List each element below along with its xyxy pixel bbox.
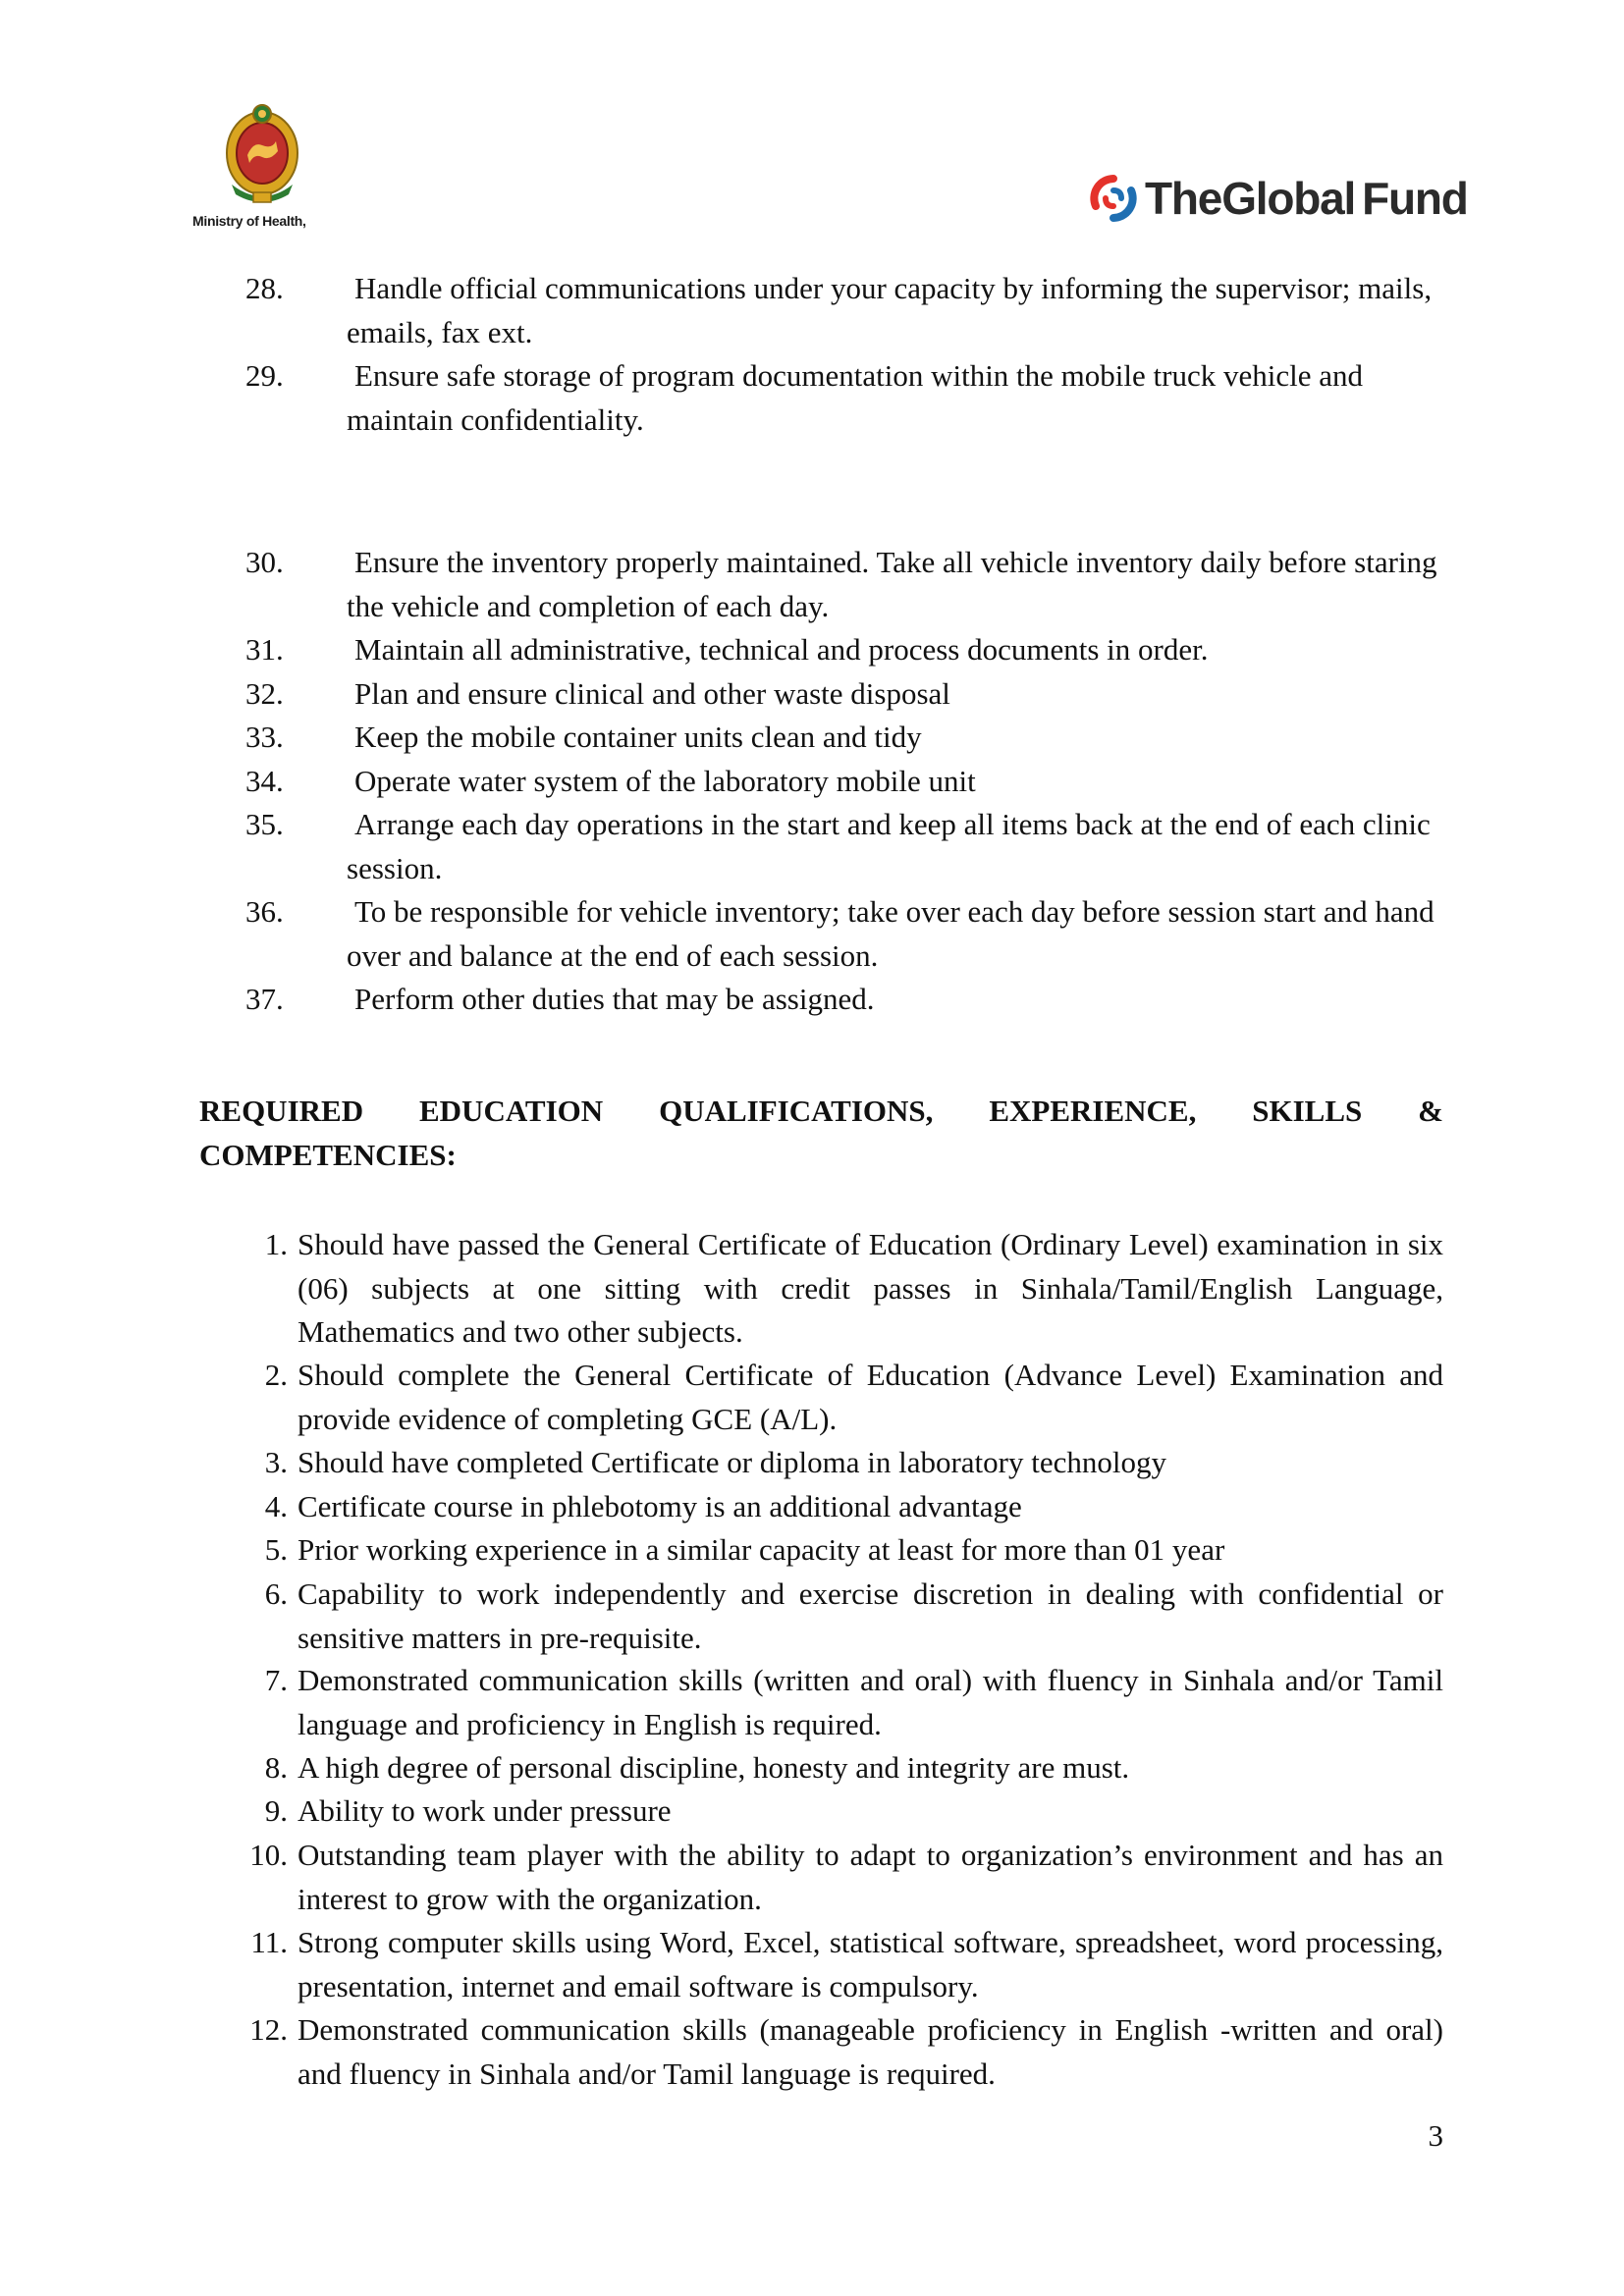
qualification-number: 4. [264, 1489, 288, 1523]
duty-number: 31. [245, 632, 284, 667]
duty-item [245, 541, 1443, 628]
qualification-item [199, 1789, 1443, 1834]
qualification-number: 10. [249, 1838, 288, 1872]
qualification-text: Demonstrated communication skills (written and oral) with fluency in Sinhala and/or Tamil language and proficiency in English is required. [298, 1663, 1443, 1741]
sri-lanka-emblem-icon [222, 98, 302, 208]
qualification-number: 12. [249, 2012, 288, 2047]
duty-text: Handle official communications under your capacity by informing the supervisor; mails, emails, fax ext. [347, 271, 1433, 349]
qualification-item [199, 1354, 1443, 1441]
duty-text: Keep the mobile container units clean and tidy [354, 720, 922, 754]
qualification-item [199, 1223, 1443, 1355]
qualification-text: Should complete the General Certificate of Education (Advance Level) Examination and provide evidence of completing GCE (A/L). [298, 1358, 1443, 1436]
global-fund-text-global: Global [1221, 173, 1356, 224]
duty-item [245, 890, 1443, 978]
qualification-number: 2. [264, 1358, 288, 1392]
qualification-text: Prior working experience in a similar capacity at least for more than 01 year [298, 1532, 1225, 1567]
global-fund-wordmark [1145, 172, 1468, 225]
qualification-item [199, 1573, 1443, 1660]
section-title: REQUIRED EDUCATION QUALIFICATIONS, EXPERIENCE, SKILLS & COMPETENCIES: [199, 1094, 1443, 1172]
page-header [0, 0, 1624, 245]
qualification-number: 6. [264, 1576, 288, 1611]
duty-number: 33. [245, 720, 284, 754]
qualification-number: 7. [264, 1663, 288, 1697]
qualification-number: 1. [264, 1227, 288, 1261]
duty-text: Plan and ensure clinical and other waste disposal [354, 676, 950, 711]
global-fund-swirl-icon [1088, 173, 1139, 224]
duty-number: 36. [245, 894, 284, 929]
page-number: 3 [1428, 2118, 1443, 2153]
global-fund-logo [1088, 169, 1468, 228]
qualification-item [199, 1921, 1443, 2008]
qualification-item [199, 1485, 1443, 1529]
qualification-text: Outstanding team player with the ability to adapt to organization’s environment and has an interest to grow with the organization. [298, 1838, 1443, 1916]
qualification-item [199, 2008, 1443, 2096]
qualification-number: 5. [264, 1532, 288, 1567]
global-fund-text-the: The [1145, 173, 1222, 224]
duty-item [245, 716, 1443, 760]
duty-text: To be responsible for vehicle inventory; take over each day before session start and hand over and balance at the end of each session. [347, 894, 1435, 973]
qualification-number: 9. [264, 1793, 288, 1828]
duty-item [245, 760, 1443, 804]
duty-number: 32. [245, 676, 284, 711]
global-fund-text-fund: Fund [1362, 173, 1468, 224]
qualification-item [199, 1834, 1443, 1921]
qualification-number: 11. [250, 1925, 288, 1959]
duty-text: Ensure safe storage of program documentation within the mobile truck vehicle and maintain confidentiality. [347, 358, 1363, 437]
duty-item [245, 672, 1443, 717]
qualification-text: Should have completed Certificate or diploma in laboratory technology [298, 1445, 1166, 1479]
qualification-item [199, 1441, 1443, 1485]
duty-number: 28. [245, 271, 284, 305]
duty-number: 35. [245, 807, 284, 841]
qualification-text: Ability to work under pressure [298, 1793, 672, 1828]
qualification-text: A high degree of personal discipline, honesty and integrity are must. [298, 1750, 1130, 1785]
ministry-logo [192, 98, 330, 229]
ministry-text: Ministry of Health, [192, 213, 306, 229]
duty-item [245, 803, 1443, 890]
duty-number: 37. [245, 982, 284, 1016]
qualification-item [199, 1528, 1443, 1573]
qualification-text: Strong computer skills using Word, Excel, statistical software, spreadsheet, word processing, presentation, internet and email software is compulsory. [298, 1925, 1443, 2003]
duty-item [245, 978, 1443, 1022]
qualification-text: Certificate course in phlebotomy is an additional advantage [298, 1489, 1022, 1523]
duty-item [245, 354, 1443, 442]
qualification-text: Capability to work independently and exercise discretion in dealing with confidential or sensitive matters in pre-requisite. [298, 1576, 1443, 1655]
duty-number: 29. [245, 358, 284, 393]
qualification-item [199, 1746, 1443, 1790]
duty-text: Maintain all administrative, technical and process documents in order. [354, 632, 1209, 667]
qualification-text: Demonstrated communication skills (manageable proficiency in English -written and oral) and fluency in Sinhala and/or Tamil language is required. [298, 2012, 1443, 2091]
qualification-item [199, 1659, 1443, 1746]
qualification-text: Should have passed the General Certificate of Education (Ordinary Level) examination in six (06) subjects at one sitting with credit passes in Sinhala/Tamil/English Language, Mathematics and two other subjects. [298, 1227, 1443, 1349]
duty-text: Operate water system of the laboratory mobile unit [354, 764, 976, 798]
duty-item [245, 267, 1443, 354]
duty-text: Ensure the inventory properly maintained. Take all vehicle inventory daily before staring the vehicle and completion of each day. [347, 545, 1437, 623]
duty-text: Arrange each day operations in the start and keep all items back at the end of each clinic session. [347, 807, 1431, 885]
qualification-number: 3. [264, 1445, 288, 1479]
duty-number: 30. [245, 545, 284, 579]
duty-item [245, 628, 1443, 672]
duty-text: Perform other duties that may be assigned. [354, 982, 875, 1016]
qualification-number: 8. [264, 1750, 288, 1785]
duty-number: 34. [245, 764, 284, 798]
